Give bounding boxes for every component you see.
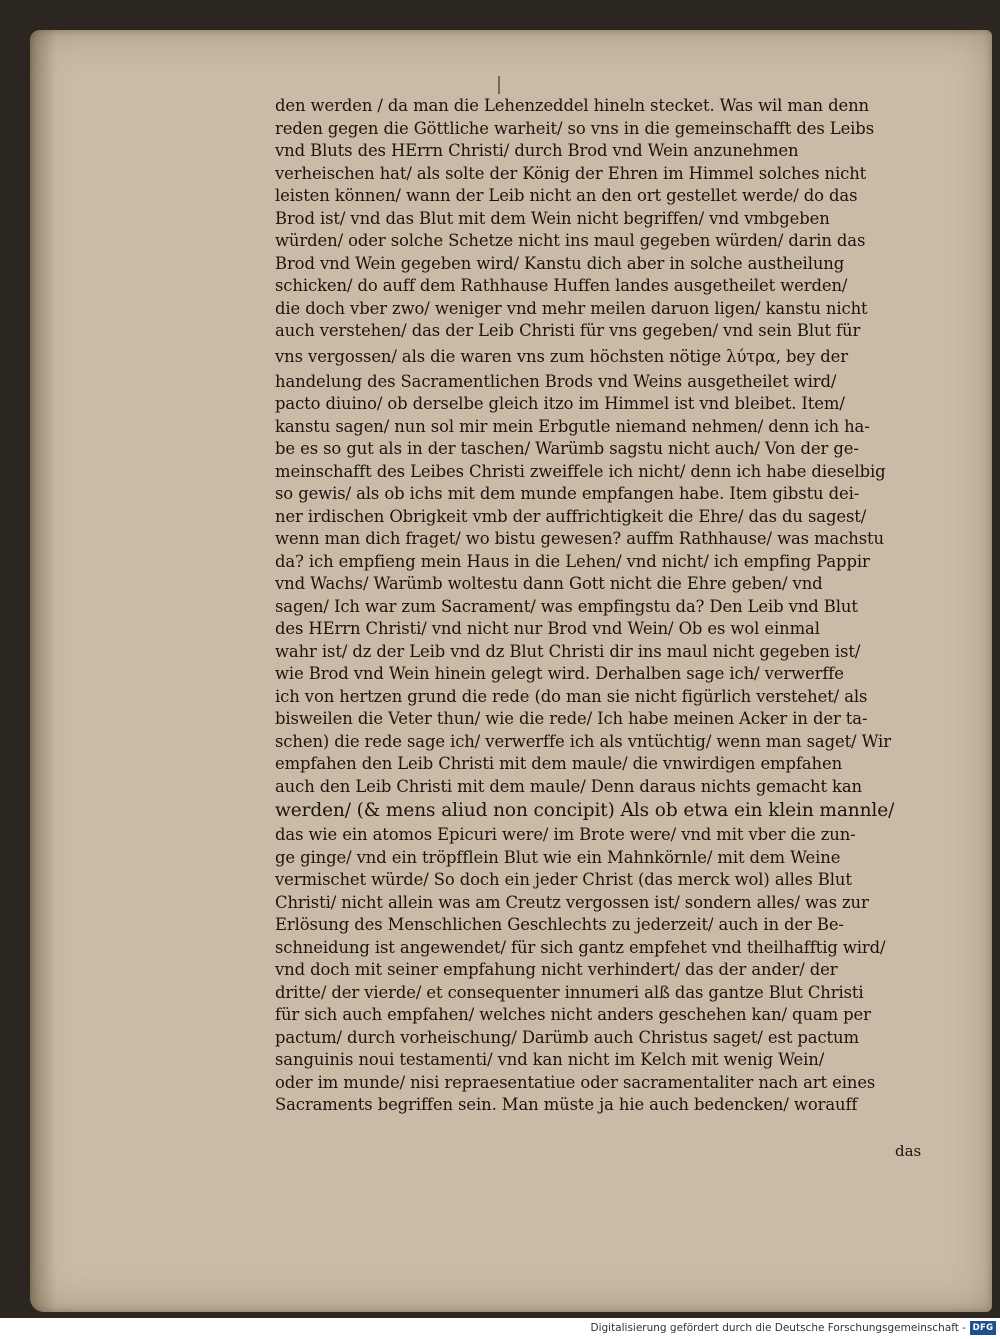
text-line: für sich auch empfahen/ welches nicht anders geschehen kan/ quam per: [275, 1005, 871, 1024]
text-line: die doch vber zwo/ weniger vnd mehr meilen daruon ligen/ kanstu nicht: [275, 298, 868, 318]
text-line: werden/ (& mens aliud non concipit) Als ob etwa ein klein mannle/: [275, 800, 895, 821]
text-line: Christi/ nicht allein was am Creutz vergossen ist/ sondern alles/ was zur: [275, 892, 869, 912]
text-line: reden gegen die Göttliche warheit/ so vns in die gemeinschafft des Leibs: [275, 118, 875, 138]
text-line: wenn man dich fraget/ wo bistu gewesen? auffm Rathhause/ was machstu: [275, 529, 884, 548]
text-line: das wie ein atomos Epicuri were/ im Brote were/ vnd mit vber die zun-: [275, 825, 856, 844]
text-line: handelung des Sacramentlichen Brods vnd Weins ausgetheilet wird/: [275, 371, 837, 391]
text-line: vns vergossen/ als die waren vns zum höchsten nötige λύτρα, bey der: [275, 346, 848, 366]
text-line: sagen/ Ich war zum Sacrament/ was empfingstu da? Den Leib vnd Blut: [275, 596, 858, 616]
text-line: wie Brod vnd Wein hinein gelegt wird. Derhalben sage ich/ verwerffe: [275, 664, 844, 683]
text-line: verheischen hat/ als solte der König der Ehren im Himmel solches nicht: [275, 163, 867, 183]
text-line: Brod vnd Wein gegeben wird/ Kanstu dich aber in solche austheilung: [275, 253, 845, 273]
text-line: empfahen den Leib Christi mit dem maule/ die vnwirdigen empfahen: [275, 754, 843, 773]
text-line: so gewis/ als ob ichs mit dem munde empfangen habe. Item gibstu dei-: [275, 484, 860, 503]
text-line: leisten können/ wann der Leib nicht an den ort gestellet werde/ do das: [275, 186, 858, 205]
page-text: [275, 95, 940, 1117]
text-line: pactum/ durch vorheischung/ Darümb auch Christus saget/ est pactum: [275, 1027, 859, 1047]
text-line: ich von hertzen grund die rede (do man sie nicht figürlich verstehet/ als: [275, 686, 868, 706]
text-line: pacto diuino/ ob derselbe gleich itzo im Himmel ist vnd bleibet. Item/: [275, 394, 845, 413]
text-line: würden/ oder solche Schetze nicht ins maul gegeben würden/ darin das: [275, 231, 866, 250]
text-line: da? ich empfieng mein Haus in die Lehen/ vnd nicht/ ich empfing Pappir: [275, 551, 870, 571]
text-line: vnd doch mit seiner empfahung nicht verhindert/ das der ander/ der: [275, 960, 838, 979]
footer-bar: [0, 1318, 1000, 1339]
marginal-mark: [498, 76, 500, 94]
catchword: das: [895, 1142, 922, 1160]
text-line: be es so gut als in der taschen/ Warümb sagstu nicht auch/ Von der ge-: [275, 439, 859, 458]
text-line: ge ginge/ vnd ein tröpfflein Blut wie ein Mahnkörnle/ mit dem Weine: [275, 847, 841, 867]
text-line: wahr ist/ dz der Leib vnd dz Blut Christi dir ins maul nicht gegeben ist/: [275, 641, 861, 661]
text-line: dritte/ der vierde/ et consequenter innumeri alß das gantze Blut Christi: [275, 982, 864, 1002]
text-line: kanstu sagen/ nun sol mir mein Erbgutle niemand nehmen/ denn ich ha-: [275, 416, 870, 436]
text-line: vermischet würde/ So doch ein jeder Christ (das merck wol) alles Blut: [275, 870, 852, 889]
text-line: Erlösung des Menschlichen Geschlechts zu jederzeit/ auch in der Be-: [275, 915, 844, 934]
text-line: den werden / da man die Lehenzeddel hineln stecket. Was wil man denn: [275, 96, 869, 115]
text-line: vnd Bluts des HErrn Christi/ durch Brod vnd Wein anzunehmen: [275, 141, 799, 160]
text-line: ner irdischen Obrigkeit vmb der auffrichtigkeit die Ehre/ das du sagest/: [275, 506, 867, 526]
text-line: Brod ist/ vnd das Blut mit dem Wein nicht begriffen/ vnd vmbgeben: [275, 208, 830, 228]
text-line: meinschafft des Leibes Christi zweiffele ich nicht/ denn ich habe dieselbig: [275, 461, 886, 481]
text-line: des HErrn Christi/ vnd nicht nur Brod vnd Wein/ Ob es wol einmal: [275, 619, 820, 638]
text-line: schen) die rede sage ich/ verwerffe ich als vntüchtig/ wenn man saget/ Wir: [275, 731, 891, 751]
text-line: schicken/ do auff dem Rathhause Huffen landes ausgetheilet werden/: [275, 276, 848, 295]
text-line: schneidung ist angewendet/ für sich gantz empfehet vnd theilhafftig wird/: [275, 937, 886, 957]
text-line: sanguinis noui testamenti/ vnd kan nicht im Kelch mit wenig Wein/: [275, 1050, 825, 1069]
text-line: oder im munde/ nisi repraesentatiue oder sacramentaliter nach art eines: [275, 1072, 876, 1092]
dfg-logo: DFG: [970, 1321, 996, 1335]
text-line: bisweilen die Veter thun/ wie die rede/ Ich habe meinen Acker in der ta-: [275, 709, 868, 728]
text-line: Sacraments begriffen sein. Man müste ja hie auch bedencken/ worauff: [275, 1095, 858, 1114]
footer-credit: Digitalisierung gefördert durch die Deutsche Forschungsgemeinschaft -: [590, 1322, 966, 1334]
text-line: vnd Wachs/ Warümb woltestu dann Gott nicht die Ehre geben/ vnd: [275, 574, 823, 593]
text-line: auch den Leib Christi mit dem maule/ Denn daraus nichts gemacht kan: [275, 776, 863, 796]
text-line: auch verstehen/ das der Leib Christi für vns gegeben/ vnd sein Blut für: [275, 321, 861, 340]
